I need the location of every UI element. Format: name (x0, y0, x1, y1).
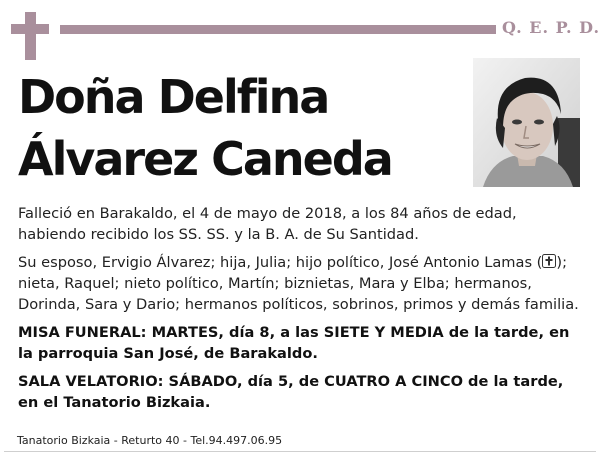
deceased-name-line1: Doña Delfina (18, 70, 329, 124)
wake-room-paragraph: SALA VELATORIO: SÁBADO, día 5, de CUATRO A CINCO de la tarde, en el Tanatorio Bizkaia. (18, 373, 564, 411)
portrait-photo (473, 58, 580, 187)
cross-icon-horizontal (11, 24, 49, 34)
family-paragraph (18, 252, 584, 315)
funeral-mass-paragraph: MISA FUNERAL: MARTES, día 8, a las SIETE Y MEDIA de la tarde, en la parroquia San José, de Barakaldo. (18, 324, 570, 362)
footer-contact: Tanatorio Bizkaia - Returto 40 - Tel.94.497.06.95 (17, 434, 283, 447)
obituary-body (18, 203, 584, 420)
qepd-label: Q. E. P. D. (502, 18, 600, 37)
header-rule (60, 25, 496, 34)
cross-icon (542, 254, 556, 268)
family-text-before: Su esposo, Ervigio Álvarez; hija, Julia; hijo político, José Antonio Lamas ( (18, 254, 543, 271)
bottom-divider (4, 451, 596, 452)
family-text-after: ); nieta, Raquel; nieto político, Martín; biznietas, Mara y Elba; hermanos, Dorinda, Sara y Dario; hermanos políticos, sobrinos, primos y demás familia. (18, 254, 579, 313)
deceased-name-line2: Álvarez Caneda (18, 132, 392, 186)
death-notice-paragraph: Falleció en Barakaldo, el 4 de mayo de 2018, a los 84 años de edad, habiendo recibido los SS. SS. y la B. A. de Su Santidad. (18, 205, 517, 243)
cross-icon-vertical (25, 12, 36, 60)
